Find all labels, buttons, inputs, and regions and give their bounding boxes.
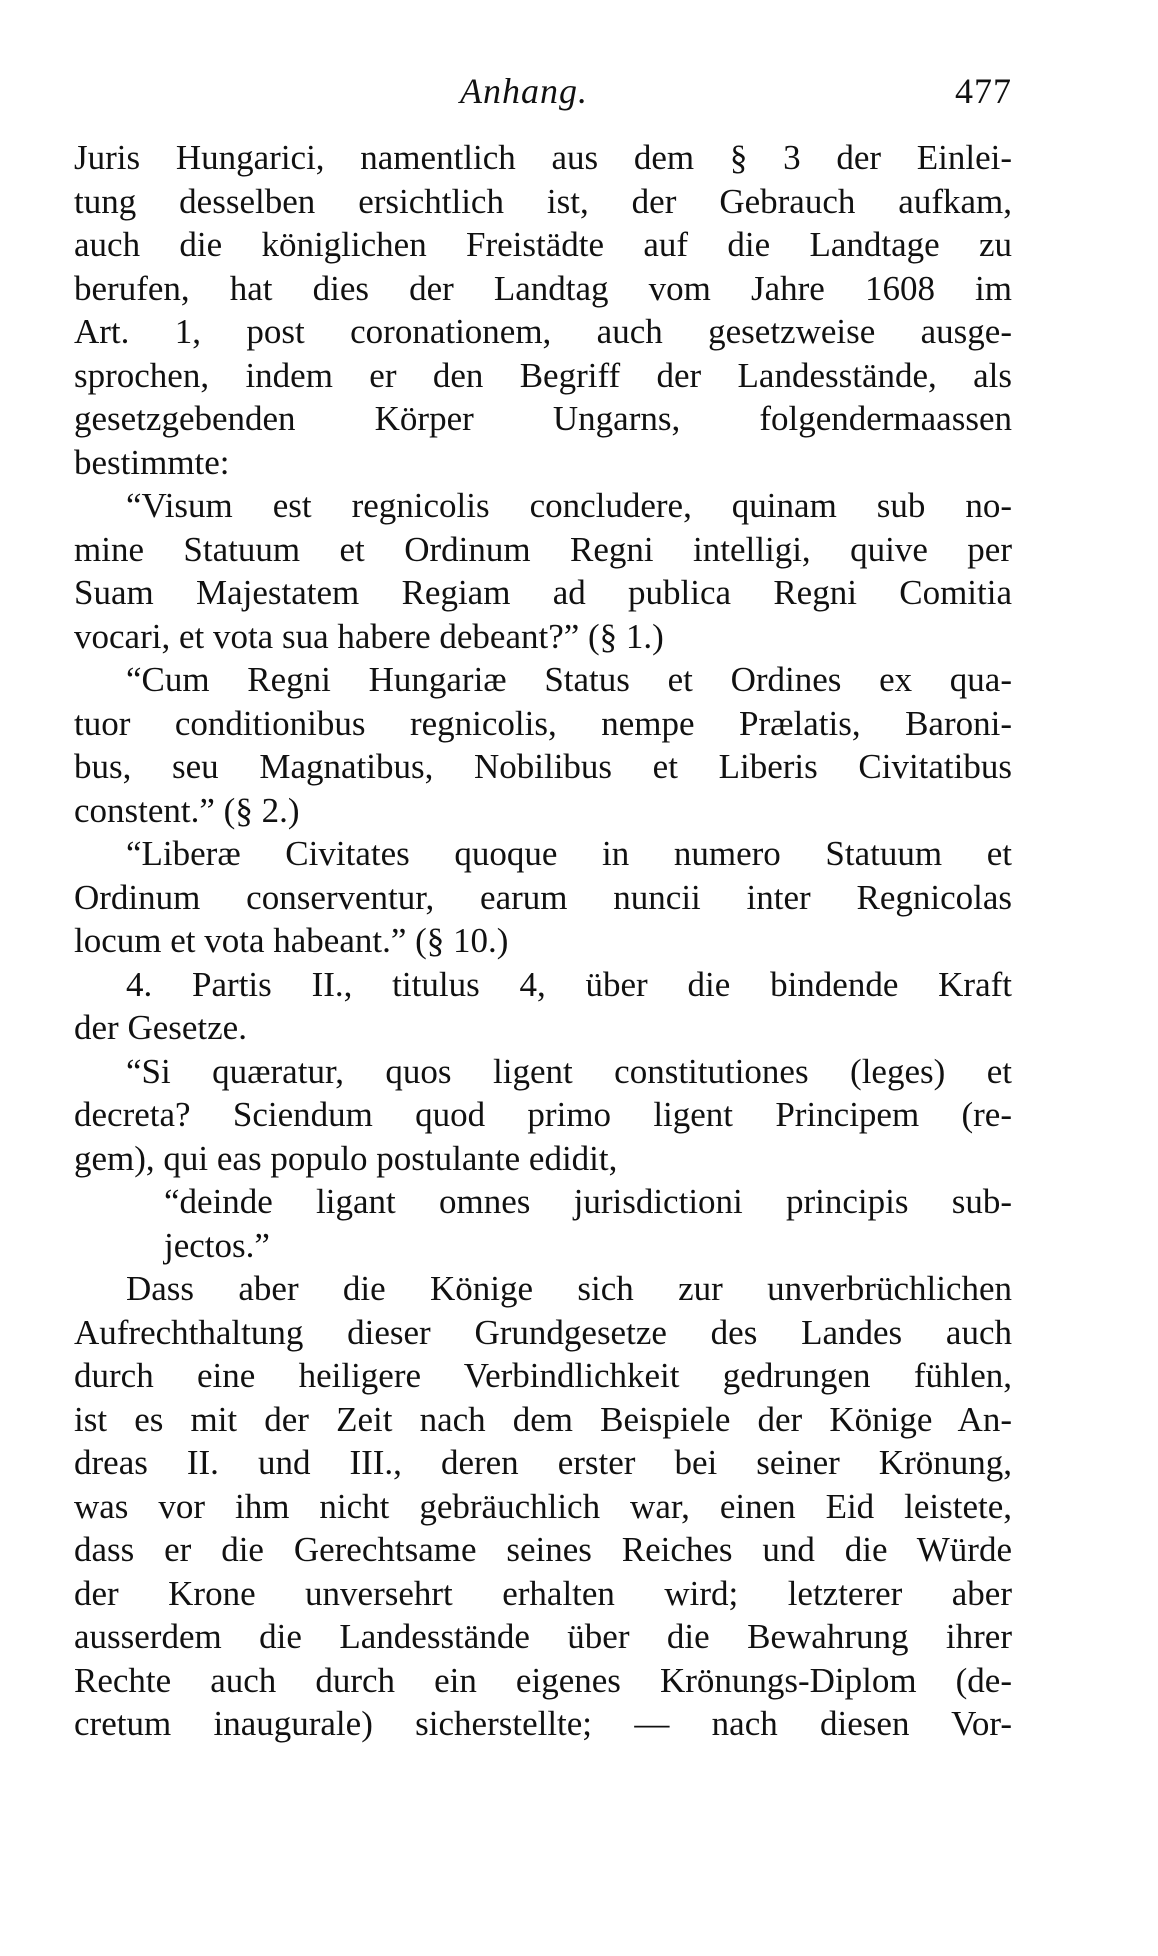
- page-number: 477: [955, 71, 1012, 111]
- quote-line: Suam Majestatem Regiam ad publica Regni Comitia: [74, 573, 1012, 612]
- text-line: ausserdem die Landesstände über die Bewahrung ihrer: [74, 1617, 1012, 1656]
- book-page: [74, 70, 1012, 1746]
- text-line: auch die königlichen Freistädte auf die Landtage zu: [74, 225, 1012, 264]
- text-line: durch eine heiligere Verbindlichkeit gedrungen fühlen,: [74, 1356, 1012, 1395]
- text-line: cretum inaugurale) sicherstellte; — nach diesen Vor-: [74, 1704, 1012, 1743]
- text-line: gesetzgebenden Körper Ungarns, folgendermaassen: [74, 399, 1012, 438]
- text-line: dreas II. und III., deren erster bei seiner Krönung,: [74, 1443, 1012, 1482]
- text-line: bestimmte:: [74, 442, 230, 482]
- text-line: Dass aber die Könige sich zur unverbrüchlichen: [126, 1269, 1012, 1308]
- page-header: [74, 70, 1012, 120]
- quote-line: constent.” (§ 2.): [74, 790, 300, 830]
- quote-line: “Liberæ Civitates quoque in numero Statuum et: [126, 834, 1012, 873]
- quote-line: jectos.”: [164, 1225, 270, 1265]
- quote-line: decreta? Sciendum quod primo ligent Principem (re-: [74, 1095, 1012, 1134]
- text-line: der Gesetze.: [74, 1008, 247, 1047]
- text-line: ist es mit der Zeit nach dem Beispiele der Könige An-: [74, 1399, 1012, 1439]
- quote-line: “Visum est regnicolis concludere, quinam sub no-: [126, 486, 1012, 525]
- text-line: Aufrechthaltung dieser Grundgesetze des Landes auch: [74, 1312, 1012, 1352]
- text-line: der Krone unversehrt erhalten wird; letzterer aber: [74, 1573, 1012, 1613]
- quote-line: mine Statuum et Ordinum Regni intelligi, quive per: [74, 529, 1012, 569]
- text-line: Rechte auch durch ein eigenes Krönungs-Diplom (de-: [74, 1660, 1012, 1700]
- body-text: [74, 136, 1012, 1746]
- quote-line: Ordinum conserventur, earum nuncii inter Regnicolas: [74, 877, 1012, 917]
- text-line: tung desselben ersichtlich ist, der Gebrauch aufkam,: [74, 181, 1012, 221]
- quote-line: “Si quæratur, quos ligent constitutiones (leges) et: [126, 1051, 1012, 1091]
- text-line: was vor ihm nicht gebräuchlich war, einen Eid leistete,: [74, 1486, 1012, 1526]
- text-line: dass er die Gerechtsame seines Reiches und die Würde: [74, 1530, 1012, 1569]
- quote-line: locum et vota habeant.” (§ 10.): [74, 921, 509, 960]
- text-line: Art. 1, post coronationem, auch gesetzweise ausge-: [74, 312, 1012, 351]
- text-line: 4. Partis II., titulus 4, über die bindende Kraft: [126, 964, 1012, 1004]
- quote-line: tuor conditionibus regnicolis, nempe Prælatis, Baroni-: [74, 703, 1012, 743]
- quote-line: gem), qui eas populo postulante edidit,: [74, 1138, 618, 1178]
- quote-line: bus, seu Magnatibus, Nobilibus et Liberis Civitatibus: [74, 747, 1012, 786]
- quote-line: “deinde ligant omnes jurisdictioni principis sub-: [164, 1182, 1012, 1221]
- quote-line: vocari, et vota sua habere debeant?” (§ 1.): [74, 616, 664, 656]
- text-line: berufen, hat dies der Landtag vom Jahre 1608 im: [74, 268, 1012, 308]
- running-title: Anhang.: [460, 71, 588, 111]
- quote-line: “Cum Regni Hungariæ Status et Ordines ex qua-: [126, 660, 1012, 699]
- text-line: sprochen, indem er den Begriff der Landesstände, als: [74, 355, 1012, 395]
- text-line: Juris Hungarici, namentlich aus dem § 3 der Einlei-: [74, 138, 1012, 177]
